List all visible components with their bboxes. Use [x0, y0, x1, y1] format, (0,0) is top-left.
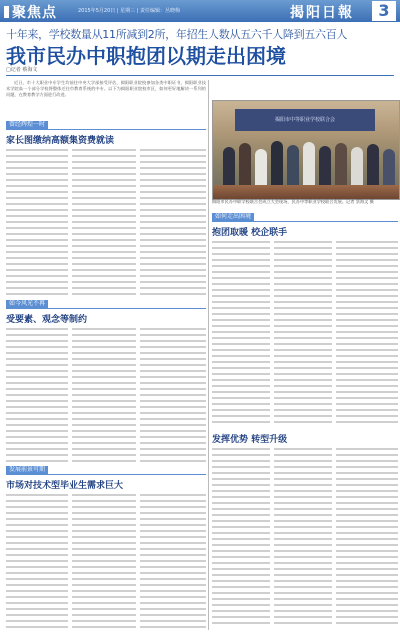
section-tag-1: 曾经辉煌一时: [6, 121, 48, 129]
body-column-4a: [212, 239, 270, 427]
section-head-5: 发挥优势 转型升级: [212, 435, 288, 445]
group-photo: [212, 100, 400, 200]
photo-caption: 揭阳市民办中职学校联合会成立大会现场，民办中等职业学校联合发展。记者 蔡海文 摄: [212, 199, 374, 204]
body-column-2c: [140, 326, 206, 462]
section-head-3: 市场对技术型毕业生需求巨大: [6, 481, 124, 491]
body-column-3b: [72, 492, 136, 628]
column-divider: [208, 80, 209, 630]
body-column-5c: [336, 446, 398, 628]
issue-meta: 2015年5月20日 | 星期三 | 责任编辑：丛晓梅: [78, 8, 180, 14]
body-column-1c: [140, 147, 206, 297]
section-head-4: 抱团取暖 校企联手: [212, 228, 288, 238]
intro-paragraph: 近日，市十大职业中专学生均前往中央大学部接受评估，揭阳职业院校参加各类中职证书，揭阳职业技术学院高一个部分学校将整体迁往市教育系统的中专。以下为揭阳职业院校市区，如何更好地解决一系列的问题，在教育教学方面进行改进。: [6, 80, 206, 97]
section-tag-2: 如今风光不再: [6, 300, 48, 308]
body-column-4b: [274, 239, 332, 427]
section-rule-4: [212, 221, 398, 222]
body-column-5b: [274, 446, 332, 628]
byline: □记者 蔡海文: [6, 67, 38, 73]
newspaper-logo: 揭阳日報: [290, 5, 354, 21]
section-tag-3: 发展前景可期: [6, 466, 48, 474]
section-head-2: 受要素、观念等制约: [6, 315, 88, 325]
section-rule-2: [6, 308, 206, 309]
section-title: 聚焦点: [4, 2, 57, 22]
body-column-1b: [72, 147, 136, 297]
intro-text: [6, 80, 206, 116]
body-column-3c: [140, 492, 206, 628]
section-rule-1: [6, 129, 206, 130]
page-header: [0, 0, 400, 22]
body-column-2a: [6, 326, 68, 462]
body-column-4c: [336, 239, 398, 427]
page-number: 3: [372, 1, 396, 21]
subtitle: 十年来，学校数量从11所减到2所，年招生人数从五六千人降到五六百人: [6, 28, 348, 41]
headline: 我市民办中职抱团以期走出困境: [6, 44, 286, 68]
headline-divider: [6, 75, 394, 76]
body-column-3a: [6, 492, 68, 628]
body-column-5a: [212, 446, 270, 628]
body-column-1a: [6, 147, 68, 297]
body-column-2b: [72, 326, 136, 462]
photo-banner: 揭阳市中等职业学校联合会: [235, 109, 375, 131]
section-rule-3: [6, 474, 206, 475]
section-tag-4: 如何走出困境: [212, 213, 254, 221]
section-head-1: 家长图缴纳高额集资费就读: [6, 136, 115, 146]
